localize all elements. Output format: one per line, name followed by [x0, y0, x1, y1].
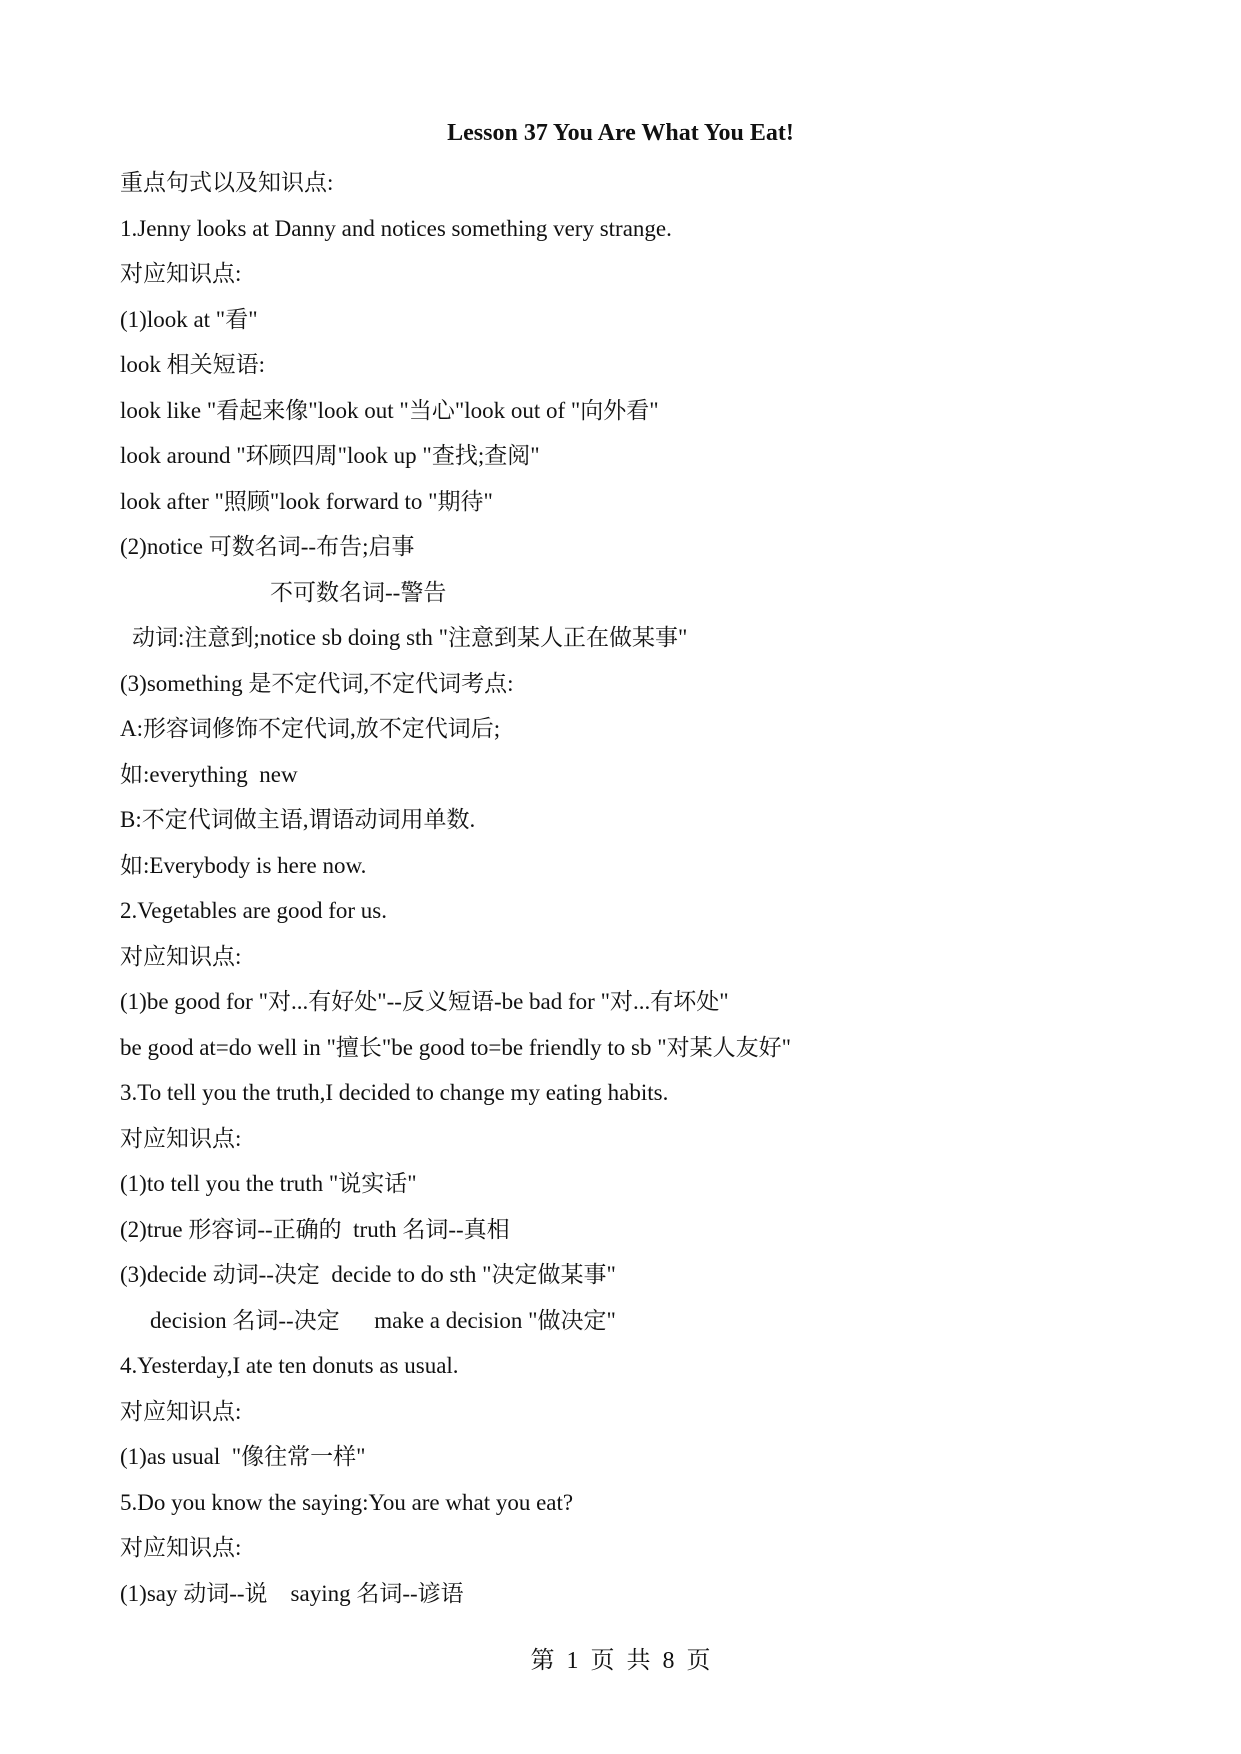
text-line: 不可数名词--警告	[270, 579, 447, 605]
text-line: (2)notice 可数名词--布告;启事	[120, 534, 415, 559]
text-line: 重点句式以及知识点:	[120, 170, 334, 195]
text-line: 4.Yesterday,I ate ten donuts as usual.	[120, 1353, 459, 1378]
text-line: 3.To tell you the truth,I decided to change my eating habits.	[120, 1080, 669, 1105]
text-line: look 相关短语:	[120, 352, 266, 377]
text-line: decision 名词--决定 make a decision "做决定"	[150, 1307, 616, 1333]
text-line: look like "看起来像"look out "当心"look out of "向外看"	[120, 397, 659, 423]
text-line: 2.Vegetables are good for us.	[120, 898, 387, 923]
text-line: (1)look at "看"	[120, 306, 258, 332]
text-line: 动词:注意到;notice sb doing sth "注意到某人正在做某事"	[132, 625, 688, 650]
text-line: (3)something 是不定代词,不定代词考点:	[120, 670, 514, 696]
text-line: look around "环顾四周"look up "查找;查阅"	[120, 443, 540, 468]
text-line: 对应知识点:	[120, 1535, 242, 1560]
text-line: 对应知识点:	[120, 943, 242, 969]
text-line: 如:Everybody is here now.	[120, 852, 367, 878]
text-line: B:不定代词做主语,谓语动词用单数.	[120, 807, 476, 832]
text-line: A:形容词修饰不定代词,放不定代词后;	[120, 716, 501, 741]
text-line: 对应知识点:	[120, 261, 242, 286]
document-body	[120, 160, 1140, 1616]
text-line: be good at=do well in "擅长"be good to=be friendly to sb "对某人友好"	[120, 1034, 791, 1060]
text-line: (1)as usual "像往常一样"	[120, 1444, 366, 1469]
page-title: Lesson 37 You Are What You Eat!	[447, 120, 794, 146]
text-line: (2)true 形容词--正确的 truth 名词--真相	[120, 1216, 510, 1242]
text-line: 5.Do you know the saying:You are what you eat?	[120, 1489, 574, 1515]
text-line: (1)to tell you the truth "说实话"	[120, 1171, 417, 1196]
text-line: 1.Jenny looks at Danny and notices something very strange.	[120, 215, 672, 241]
text-line: 如:everything new	[120, 761, 298, 787]
text-line: look after "照顾"look forward to "期待"	[120, 488, 493, 514]
text-line: 对应知识点:	[120, 1125, 242, 1151]
text-line: (1)say 动词--说 saying 名词--谚语	[120, 1580, 464, 1606]
text-line: 对应知识点:	[120, 1398, 242, 1424]
text-line: (1)be good for "对...有好处"--反义短语-be bad for "对...有坏处"	[120, 989, 729, 1014]
text-line: (3)decide 动词--决定 decide to do sth "决定做某事"	[120, 1262, 616, 1287]
page-footer: 第 1 页 共 8 页	[530, 1648, 711, 1674]
